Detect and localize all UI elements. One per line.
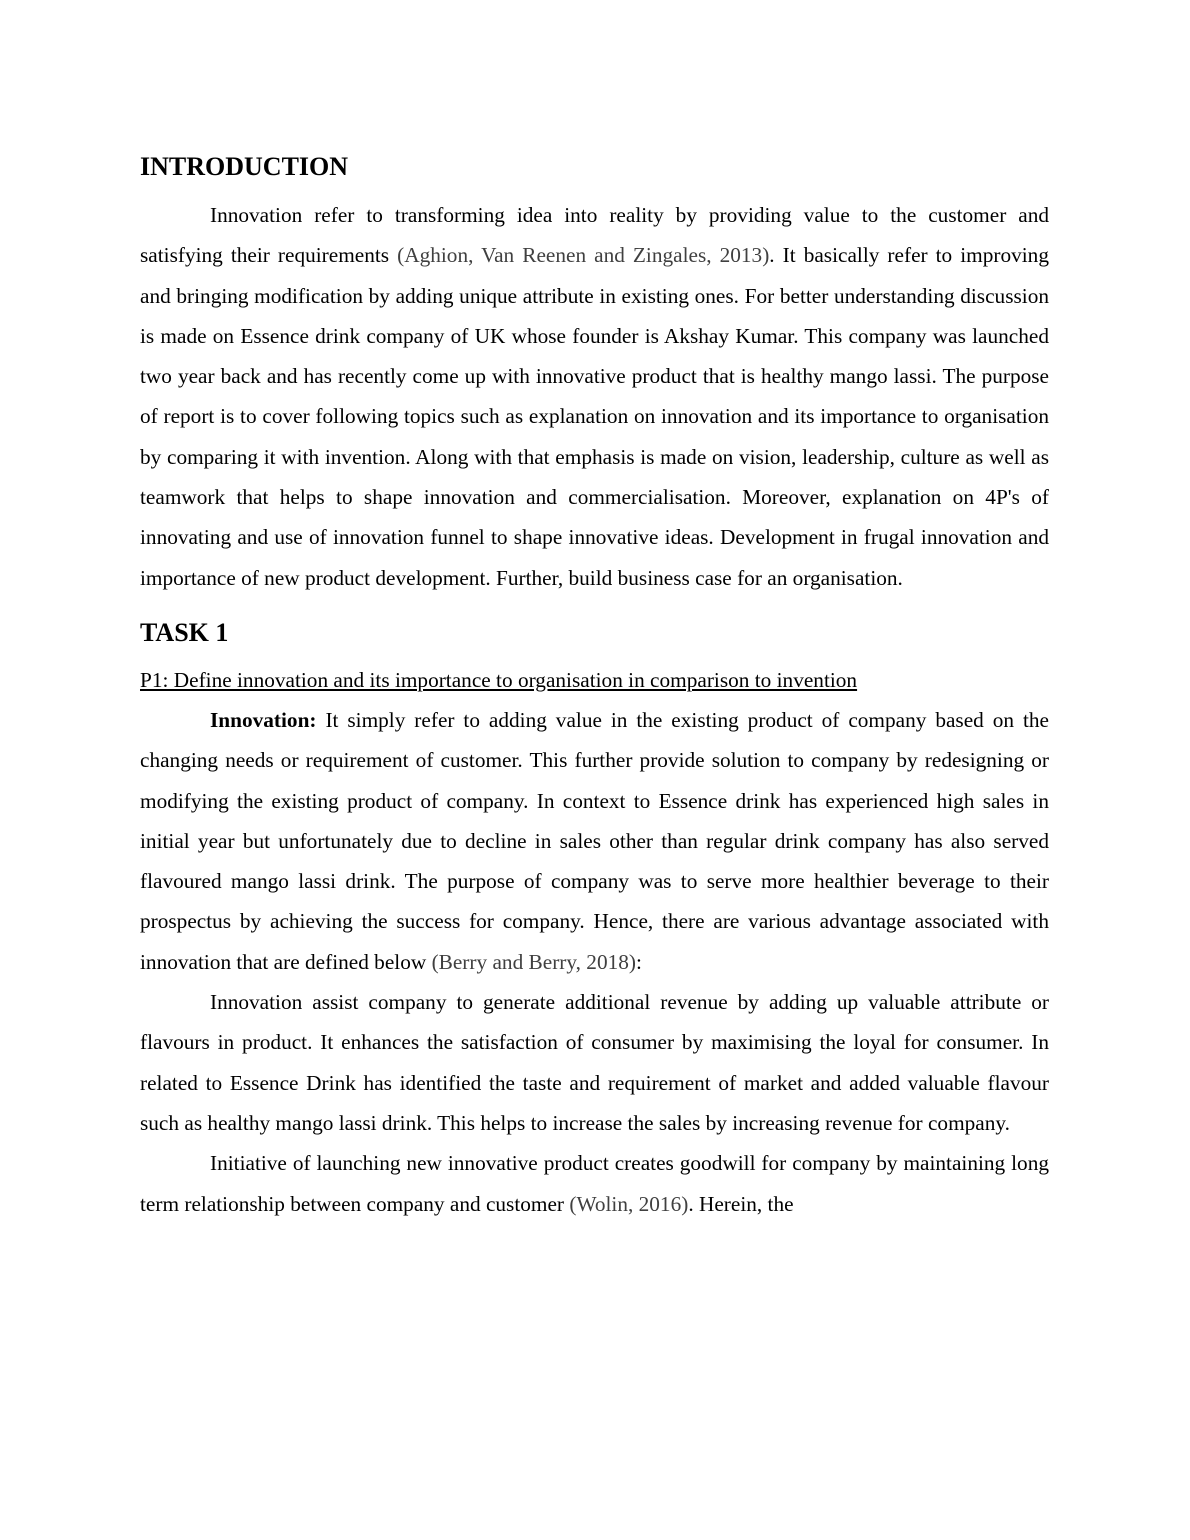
document-page [140, 150, 1049, 1224]
task1-heading: TASK 1 [140, 617, 229, 647]
introduction-text-start: Innovation refer to transforming idea into reality by providing value to the customer and satisfying their requirements [140, 203, 1049, 268]
introduction-citation: (Aghion, Van Reenen and Zingales, 2013) [397, 243, 770, 268]
revenue-paragraph: Innovation assist company to generate additional revenue by adding up valuable attribute or flavours in product. It enhances the satisfaction of consumer by maximising the loyal for consumer. In related to Essence Drink has identified the taste and requirement of market and added valuable flavour such as healthy mango lassi drink. This helps to increase the sales by increasing revenue for company. [140, 990, 1049, 1135]
innovation-definition-paragraph [140, 700, 1049, 982]
innovation-definition-colon: : [635, 949, 642, 974]
innovation-term: Innovation: [210, 707, 317, 732]
goodwill-text-start: Initiative of launching new innovative product creates goodwill for company by maintaining long term relationship between company and customer [140, 1151, 1049, 1216]
goodwill-text-end: . Herein, the [688, 1191, 794, 1216]
p1-subheading: P1: Define innovation and its importance to organisation in comparison to invention [140, 667, 858, 692]
innovation-definition-citation: (Berry and Berry, 2018) [431, 949, 636, 974]
innovation-definition-text: It simply refer to adding value in the existing product of company based on the changing needs or requirement of customer. This further provide solution to company by redesigning or modifying the existing product of company. In context to Essence drink has experienced high sales in initial year but unfortunately due to decline in sales other than regular drink company has also served flavoured mango lassi drink. The purpose of company was to serve more healthier beverage to their prospectus by achieving the success for company. Hence, there are various advantage associated with innovation that are defined below [140, 707, 1049, 974]
goodwill-paragraph [140, 1143, 1049, 1224]
introduction-paragraph [140, 195, 1049, 598]
goodwill-citation: (Wolin, 2016) [569, 1191, 689, 1216]
introduction-heading: INTRODUCTION [140, 152, 349, 181]
introduction-text-end: . It basically refer to improving and bringing modification by adding unique attribute in existing ones. For better understanding discussion is made on Essence drink company of UK whose founder is Akshay Kumar. This company was launched two year back and has recently come up with innovative product that is healthy mango lassi. The purpose of report is to cover following topics such as explanation on innovation and its importance to organisation by comparing it with invention. Along with that emphasis is made on vision, leadership, culture as well as teamwork that helps to shape innovation and commercialisation. Moreover, explanation on 4P's of innovating and use of innovation funnel to shape innovative ideas. Development in frugal innovation and importance of new product development. Further, build business case for an organisation. [140, 243, 1049, 590]
